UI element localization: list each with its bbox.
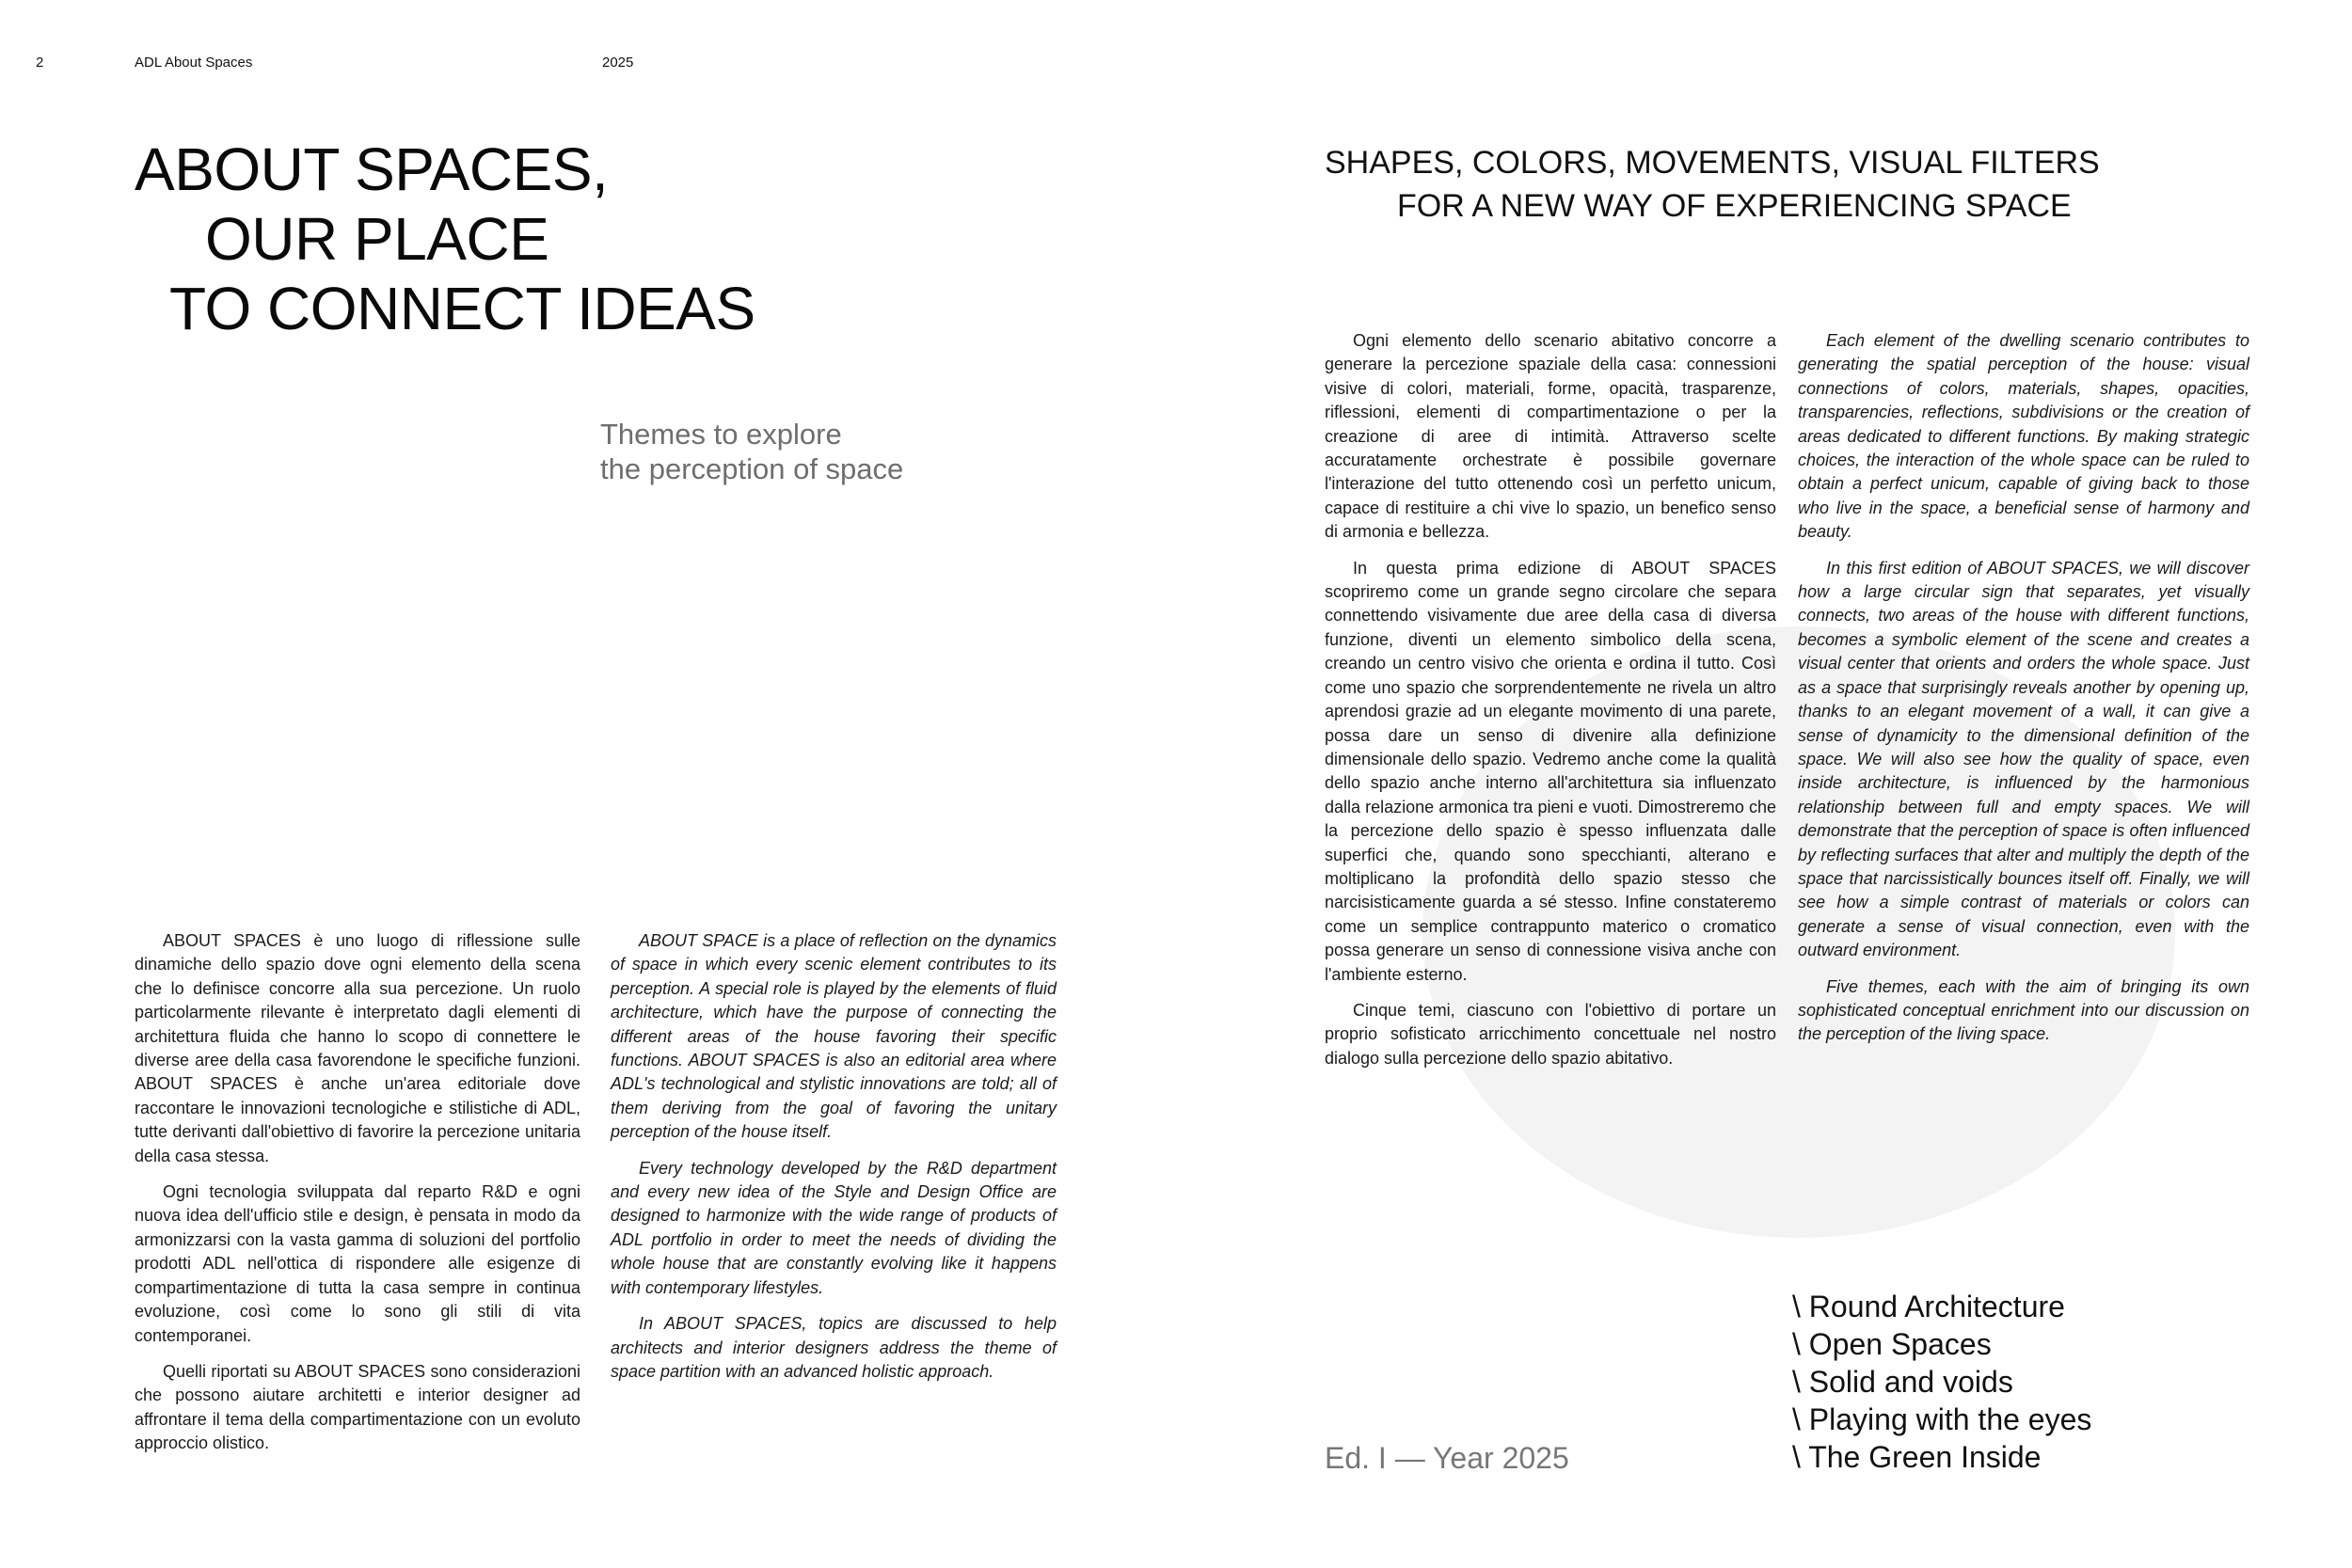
paragraph: In this first edition of ABOUT SPACES, we will discover how a large circular sign that separates, yet visually connects, two areas of the house with different functions, becomes a symbolic element of the scene and creates a visual center that orients and orders the whole space. Just as a space that surprisingly reveals another by opening up, thanks to an elegant movement of a wall, it can give a sense of dynamicity to the dimensional definition of the space. We will also see how the quality of space, even inside architecture, is influenced by the harmonious relationship between full and empty spaces. We will demonstrate that the perception of space is often influenced by reflecting surfaces that alter and multiply the depth of the space that narcissistically bounces itself off. Finally, we will see how a simple contrast of materials or colors can generate a sense of visual connection, even with the outward environment.: [1798, 558, 2249, 960]
right-title-line: FOR A NEW WAY OF EXPERIENCING SPACE: [1397, 188, 2072, 224]
theme-item: \ Playing with the eyes: [1792, 1402, 2092, 1436]
themes-list: [1792, 1288, 2091, 1476]
paragraph: ABOUT SPACES è uno luogo di riflessione sulle dinamiche dello spazio dove ogni elemento della scena che lo definisce concorre alla sua percezione. Un ruolo particolarmente rilevante è interpretato dagli elementi di architettura fluida che hanno lo scopo di connettere le diverse aree della casa favorendone le specifiche funzioni. ABOUT SPACES è anche un'area editoriale dove raccontare le innovazioni tecnologiche e stilistiche di ADL, tutte derivanti dall'obiettivo di favorire la percezione unitaria della casa stessa.: [135, 931, 580, 1165]
brand-label: ADL About Spaces: [135, 55, 253, 71]
paragraph: Every technology developed by the R&D department and every new idea of the Style and Design Office are designed to harmonize with the wide range of products of ADL portfolio in order to meet the needs of dividing the whole house that are constantly evolving like it happens with contemporary lifestyles.: [611, 1158, 1057, 1297]
right-title: [1325, 141, 2100, 228]
paragraph: ABOUT SPACE is a place of reflection on the dynamics of space in which every scenic element contributes to its perception. A special role is played by the elements of fluid architecture, which have the purpose of connecting the different areas of the house favoring their specific functions. ABOUT SPACES is also an editorial area where ADL's technological and stylistic innovations are told; all of them deriving from the goal of favoring the unitary perception of the house itself.: [611, 931, 1057, 1142]
paragraph: Each element of the dwelling scenario contributes to generating the spatial perception of the house: visual connections of colors, materials, shapes, opacities, transparencies, reflections, subdivisions or the creation of areas dedicated to different functions. By making strategic choices, the interaction of the whole space can be ruled to obtain a perfect unicum, capable of giving back to those who live in the space, a beneficial sense of harmony and beauty.: [1798, 331, 2249, 542]
left-italian-column: [135, 929, 580, 1468]
right-english-column: [1798, 329, 2249, 1059]
theme-item: \ Solid and voids: [1792, 1365, 2013, 1399]
edition-label: Ed. I — Year 2025: [1325, 1441, 1569, 1475]
main-title-line: ABOUT SPACES,: [135, 135, 609, 203]
subtitle-line: the perception of space: [600, 452, 904, 485]
main-title-line: OUR PLACE: [205, 205, 549, 273]
main-title-line: TO CONNECT IDEAS: [169, 275, 755, 342]
header-year: 2025: [602, 55, 634, 71]
paragraph: In ABOUT SPACES, topics are discussed to help architects and interior designers address the theme of space partition with an advanced holistic approach.: [611, 1314, 1057, 1381]
subtitle-line: Themes to explore: [600, 418, 842, 451]
paragraph: In questa prima edizione di ABOUT SPACES scopriremo come un grande segno circolare che separa connettendo visivamente due aree della casa di diversa funzione, diventi un elemento simbolico della scena, creando un centro visivo che orienta e ordina il tutto. Così come uno spazio che sorprendentemente ne rivela un altro aprendosi grazie ad un elegante movimento di una parete, possa dare un senso di divenire alla definizione dimensionale dello spazio. Vedremo anche come la qualità dello spazio anche interno all'architettura sia influenzato dalla relazione armonica tra pieni e vuoti. Dimostreremo che la percezione dello spazio è spesso influenzata dalle superfici che, quando sono specchianti, alterano e moltiplicano la profondità dello spazio stesso che narcisisticamente guarda a sé stesso. Infine constateremo come un semplice contrappunto materico o cromatico possa generare un senso di connessione visiva anche con l'ambiente esterno.: [1325, 558, 1776, 984]
paragraph: Ogni elemento dello scenario abitativo concorre a generare la percezione spaziale della casa: connessioni visive di colori, materiali, forme, opacità, trasparenze, riflessioni, elementi di compartimentazione o per la creazione di aree di intimità. Attraverso scelte accuratamente orchestrate è possibile governare l'interazione del tutto ottenendo così un perfetto unicum, capace di restituire a chi vive lo spazio, un benefico senso di armonia e bellezza.: [1325, 331, 1776, 542]
paragraph: Quelli riportati su ABOUT SPACES sono considerazioni che possono aiutare architetti e interior designer ad affrontare il tema della compartimentazione con un evoluto approccio olistico.: [135, 1361, 580, 1453]
left-english-column: [611, 929, 1057, 1396]
paragraph: Ogni tecnologia sviluppata dal reparto R&D e ogni nuova idea dell'ufficio stile e design, è pensata in modo da armonizzarsi con la vasta gamma di soluzioni del portfolio prodotti ADL nell'ottica di rispondere alle esigenze di compartimentazione di tutta la casa sempre in continua evoluzione, così come lo sono gli stili di vita contemporanei.: [135, 1182, 580, 1345]
right-title-line: SHAPES, COLORS, MOVEMENTS, VISUAL FILTERS: [1325, 145, 2100, 181]
theme-item: \ Round Architecture: [1792, 1290, 2065, 1323]
right-italian-column: [1325, 329, 1776, 1083]
main-title: [135, 135, 755, 343]
page-number: 2: [36, 55, 44, 71]
theme-item: \ Open Spaces: [1792, 1327, 1992, 1361]
paragraph: Five themes, each with the aim of bringing its own sophisticated conceptual enrichment into our discussion on the perception of the living space.: [1798, 976, 2249, 1044]
theme-item: \ The Green Inside: [1792, 1440, 2042, 1474]
subtitle: [600, 417, 903, 486]
paragraph: Cinque temi, ciascuno con l'obiettivo di portare un proprio sofisticato arricchimento concettuale nel nostro dialogo sulla percezione dello spazio abitativo.: [1325, 1000, 1776, 1068]
